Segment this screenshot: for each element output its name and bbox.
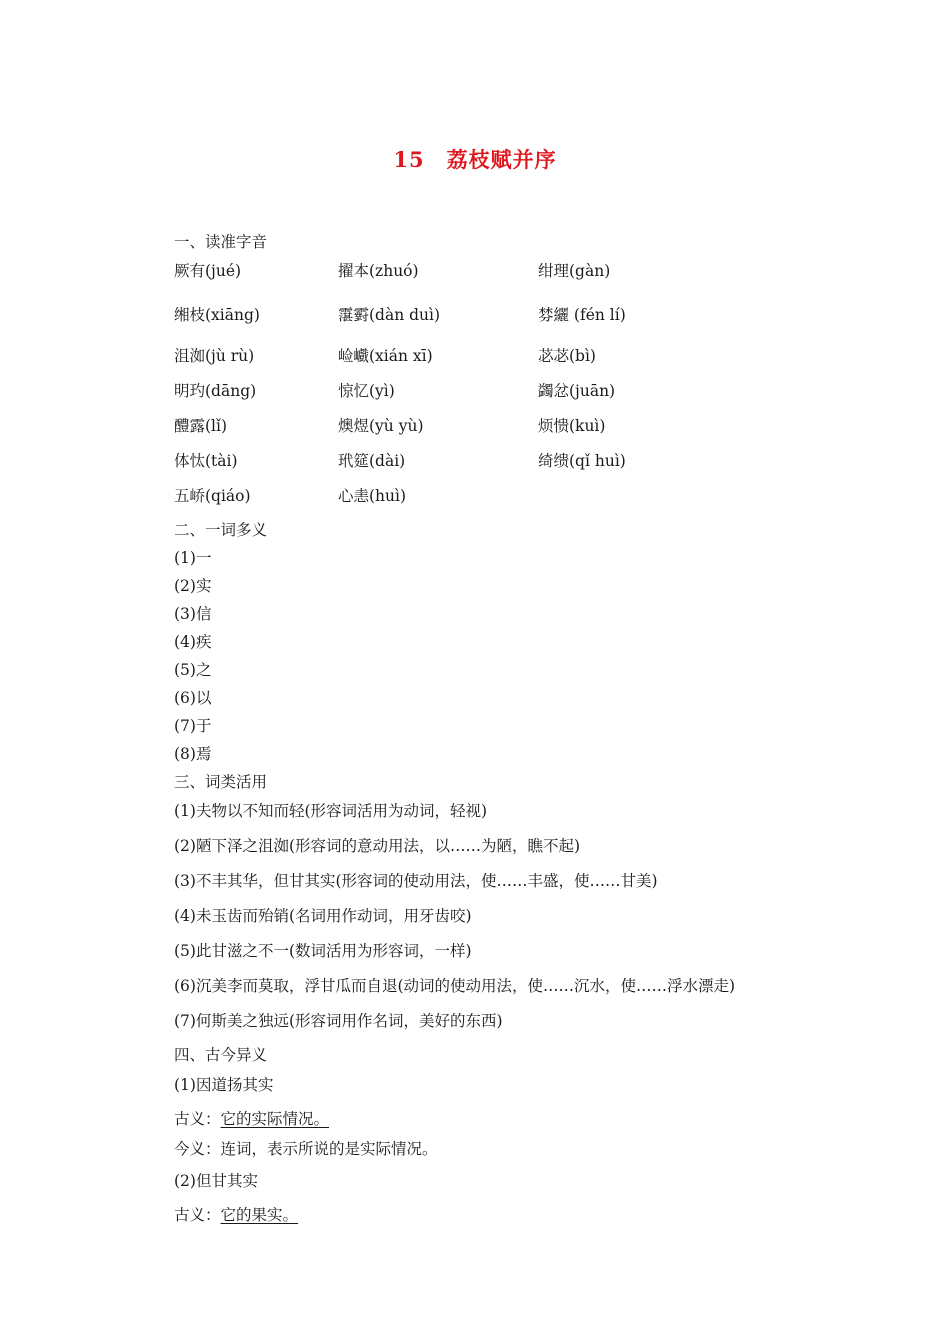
section-heading-word-class: 三、词类活用	[174, 773, 268, 791]
lesson-number: 15	[393, 147, 425, 172]
ancient-meaning-2	[174, 1201, 874, 1231]
pronunciation-item: 惊忆(yì)	[338, 382, 395, 400]
word-class-item: (4)未玉齿而殆销(名词用作动词，用牙齿咬)	[174, 907, 472, 925]
pronunciation-item: 霮䨴(dàn duì)	[338, 306, 441, 324]
polysemy-item: (3)信	[174, 605, 212, 623]
modern-label: 今义：	[174, 1140, 221, 1158]
pronunciation-item: 体忲(tài)	[174, 452, 238, 470]
pronunciation-item: 缃枝(xiāng)	[174, 306, 260, 324]
section-heading-ancient-modern: 四、古今异义	[174, 1046, 268, 1064]
pronunciation-item: 沮洳(jù rù)	[174, 347, 255, 365]
modern-meaning-1	[174, 1135, 874, 1165]
word-class-item: (1)夫物以不知而轻(形容词活用为动词，轻视)	[174, 802, 488, 820]
page-title	[0, 144, 950, 174]
word-class-item: (6)沉美李而莫取，浮甘瓜而自退(动词的使动用法，使……沉水，使……浮水漂走)	[174, 977, 736, 995]
pronunciation-row	[174, 376, 874, 411]
polysemy-item: (5)之	[174, 661, 212, 679]
modern-answer: 连词，表示所说的是实际情况。	[220, 1140, 438, 1158]
pronunciation-item: 绀理(gàn)	[538, 262, 611, 280]
word-class-list	[174, 796, 874, 1041]
pronunciation-item: 醴露(lǐ)	[174, 417, 228, 435]
ancient-modern-item-1: (1)因道扬其实	[174, 1076, 274, 1094]
pronunciation-grid	[174, 256, 874, 516]
pronunciation-row	[174, 481, 874, 516]
ancient-modern-item-2: (2)但甘其实	[174, 1172, 258, 1190]
pronunciation-item: 燠煜(yù yù)	[338, 417, 424, 435]
pronunciation-item: 心恚(huì)	[338, 487, 407, 505]
pronunciation-item: 苾苾(bì)	[538, 347, 596, 365]
pronunciation-row	[174, 256, 874, 291]
pronunciation-row	[174, 446, 874, 481]
section-heading-pronunciation: 一、读准字音	[174, 233, 268, 251]
pronunciation-item: 明玓(dāng)	[174, 382, 257, 400]
pronunciation-item: 厥有(jué)	[174, 262, 242, 280]
section-heading-polysemy: 二、一词多义	[174, 521, 268, 539]
pronunciation-item: 烦愦(kuì)	[538, 417, 606, 435]
ancient-answer: 它的实际情况。	[220, 1110, 330, 1128]
pronunciation-item: 崄巇(xián xī)	[338, 347, 433, 365]
word-class-item: (7)何斯美之独远(形容词用作名词，美好的东西)	[174, 1012, 503, 1030]
pronunciation-item: 擢本(zhuó)	[338, 262, 419, 280]
word-class-item: (5)此甘滋之不一(数词活用为形容词，一样)	[174, 942, 472, 960]
lesson-title: 荔枝赋并序	[446, 147, 557, 172]
ancient-meaning-1	[174, 1105, 874, 1135]
pronunciation-item: 绮缋(qǐ huì)	[538, 452, 626, 470]
polysemy-item: (1)一	[174, 549, 212, 567]
pronunciation-item: 玳筵(dài)	[338, 452, 406, 470]
polysemy-item: (4)疾	[174, 633, 212, 651]
word-class-item: (2)陋下泽之沮洳(形容词的意动用法，以……为陋，瞧不起)	[174, 837, 581, 855]
word-class-item: (3)不丰其华，但甘其实(形容词的使动用法，使……丰盛，使……甘美)	[174, 872, 658, 890]
polysemy-item: (6)以	[174, 689, 212, 707]
polysemy-item: (8)焉	[174, 745, 212, 763]
ancient-label: 古义：	[174, 1206, 221, 1224]
polysemy-item: (2)实	[174, 577, 212, 595]
polysemy-item: (7)于	[174, 717, 212, 735]
pronunciation-item: 五峤(qiáo)	[174, 487, 251, 505]
polysemy-list	[174, 544, 874, 768]
ancient-label: 古义：	[174, 1110, 221, 1128]
document-body	[174, 228, 874, 1231]
pronunciation-item: 蠲忿(juān)	[538, 382, 616, 400]
pronunciation-row	[174, 291, 874, 341]
pronunciation-row	[174, 411, 874, 446]
ancient-answer: 它的果实。	[220, 1206, 299, 1224]
pronunciation-row	[174, 341, 874, 376]
pronunciation-item: 棼纚 (fén lí)	[538, 306, 626, 324]
